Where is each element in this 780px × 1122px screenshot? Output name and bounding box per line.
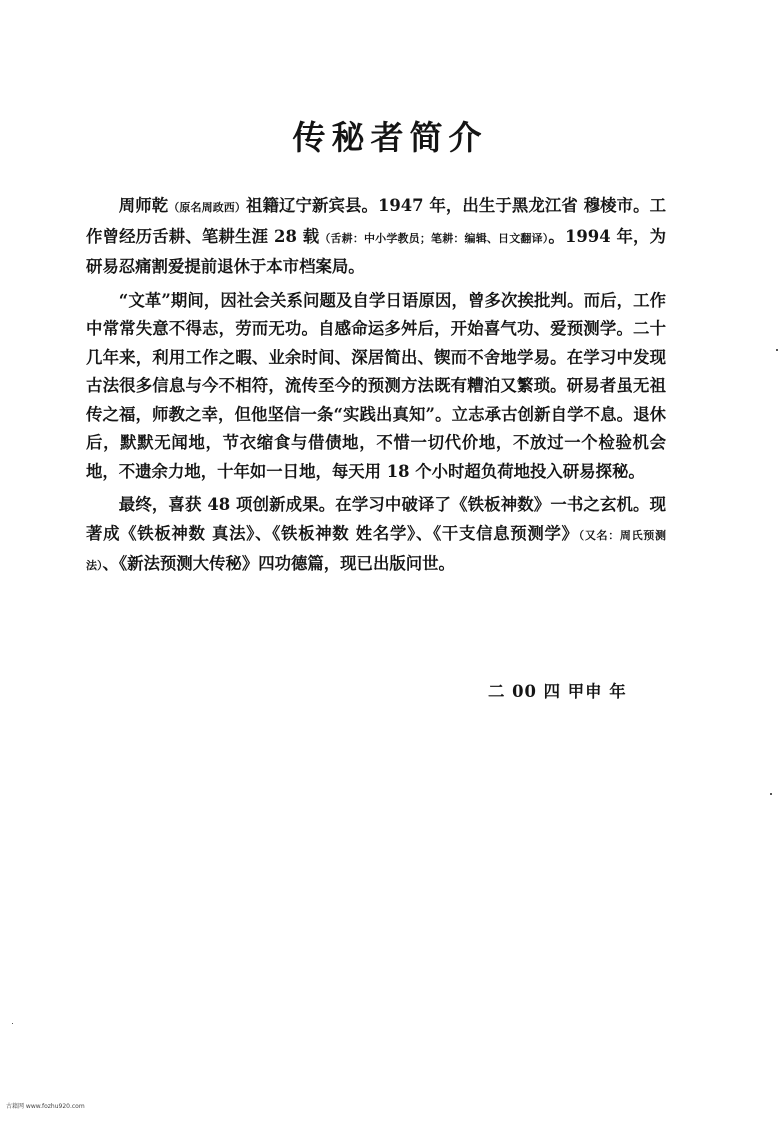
paragraph-text: 祖籍辽宁新宾县。1947 年，出生于黑龙江省 穆棱市。工作曾经历舌耕、笔耕生涯 28 载 xyxy=(86,196,667,246)
scan-speck xyxy=(12,1023,13,1024)
paragraph xyxy=(86,491,666,581)
paragraph xyxy=(86,287,666,487)
paragraph-text: 、《新法预测大传秘》四功德篇，现已出版问世。 xyxy=(102,554,455,573)
paragraph-text: 周师乾 xyxy=(118,196,169,215)
paragraph-text: “文革”期间，因社会关系问题及自学日语原因，曾多次挨批判。而后，工作中常常失意不得志，劳而无功。自感命运多舛后，开始喜气功、爱预测学。二十几年来，利用工作之暇、业余时间、深居简出、锲而不舍地学易。在学习中发现古法很多信息与今不相符，流传至今的预测方法既有糟泊又繁琐。研易者虽无祖传之福，师教之幸，但他坚信一条“实践出真知”。立志承古创新自学不息。退休后，默默无闻地，节衣缩食与借债地，不惜一切代价地，不放过一个检验机会地，不遗余力地，十年如一日地，每天用 18 个小时超负荷地投入研易探秘。 xyxy=(86,290,666,481)
footer-watermark: 古籍网 www.fozhu920.com xyxy=(6,1103,85,1110)
scan-speck xyxy=(770,793,772,795)
date-line: 二 00 四 甲申 年 xyxy=(488,682,627,701)
annotation-text: （又名：周氏预测法） xyxy=(86,528,666,572)
biography-text xyxy=(86,192,666,586)
paragraph xyxy=(86,192,666,282)
paragraph-text: 最终，喜获 48 项创新成果。在学习中破译了《铁板神数》一书之玄机。现著成《铁板神数 真法》、《铁板神数 姓名学》、《干支信息预测学》 xyxy=(86,495,666,543)
paragraph-text: 。1994 年，为研易忍痛割爱提前退休于本市档案局。 xyxy=(86,226,666,276)
annotation-text: （原名周政西） xyxy=(168,201,247,214)
scan-speck xyxy=(776,349,778,351)
annotation-text: （舌耕：中小学教员；笔耕：编辑、日文翻译） xyxy=(319,231,549,245)
page-title: 传秘者简介 xyxy=(292,118,488,157)
